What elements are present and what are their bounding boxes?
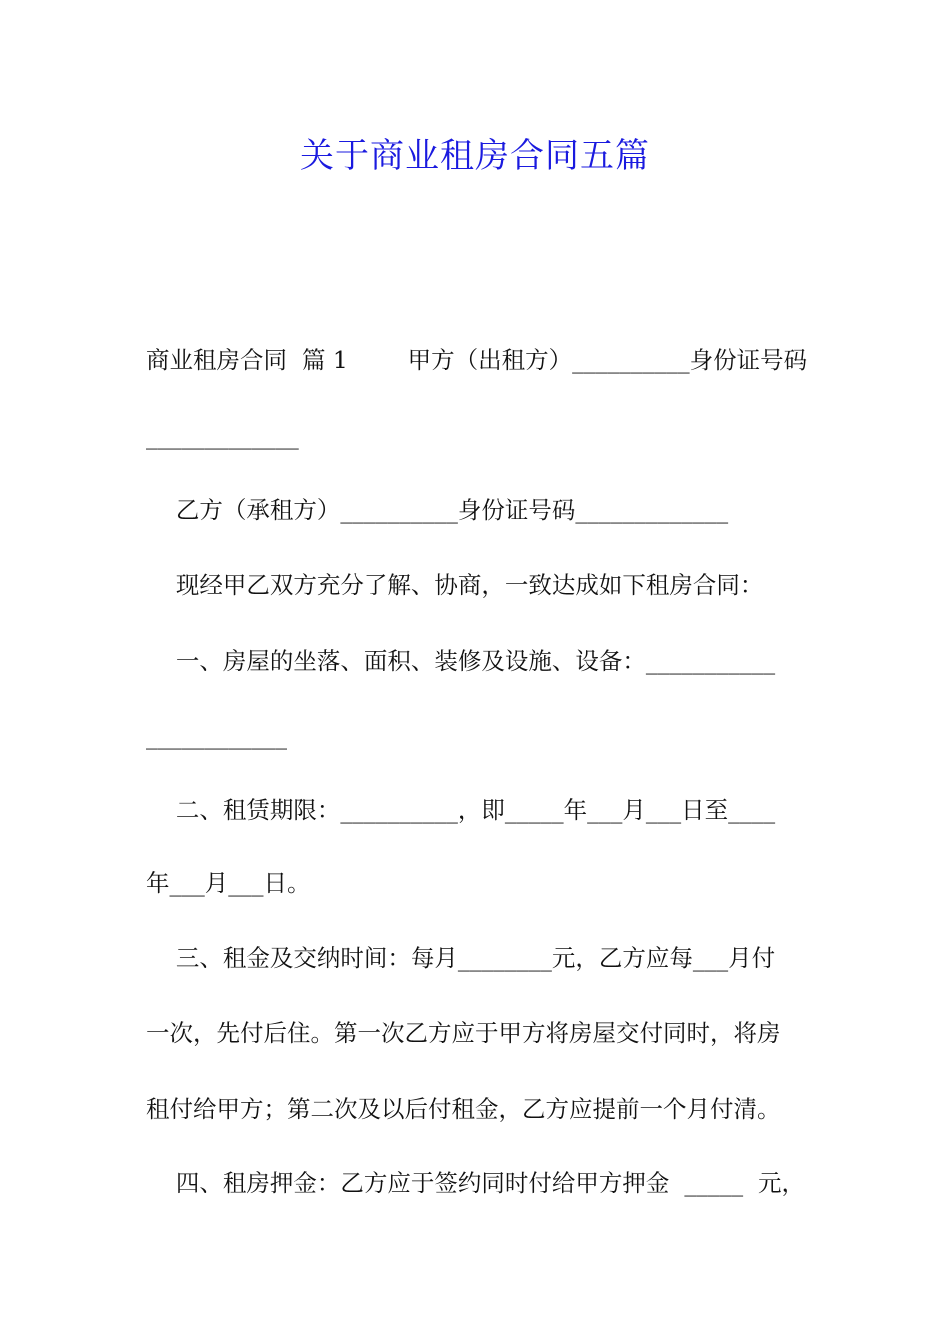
contract-line-5: 一、房屋的坐落、面积、装修及设施、设备：___________: [146, 647, 776, 675]
contract-line-6: ____________: [146, 722, 287, 750]
document-title: 关于商业租房合同五篇: [300, 136, 650, 176]
contract-line-2: _____________: [146, 422, 299, 450]
contract-line-9: 三、租金及交纳时间：每月________元，乙方应每___月付: [146, 944, 776, 972]
contract-line-3: 乙方（承租方）__________身份证号码_____________: [146, 496, 729, 524]
contract-line-7: 二、租赁期限：__________，即_____年___月___日至____: [146, 796, 776, 824]
contract-line-11: 租付给甲方；第二次及以后付租金，乙方应提前一个月付清。: [146, 1095, 781, 1123]
contract-line-1: 商业租房合同 篇 1 甲方（出租方）__________身份证号码: [146, 346, 808, 374]
contract-line-8: 年___月___日。: [146, 869, 311, 897]
contract-line-12: 四、租房押金：乙方应于签约同时付给甲方押金 _____ 元，: [146, 1169, 806, 1197]
contract-line-4: 现经甲乙双方充分了解、协商，一致达成如下租房合同：: [146, 571, 764, 599]
contract-line-10: 一次，先付后住。第一次乙方应于甲方将房屋交付同时，将房: [146, 1019, 781, 1047]
